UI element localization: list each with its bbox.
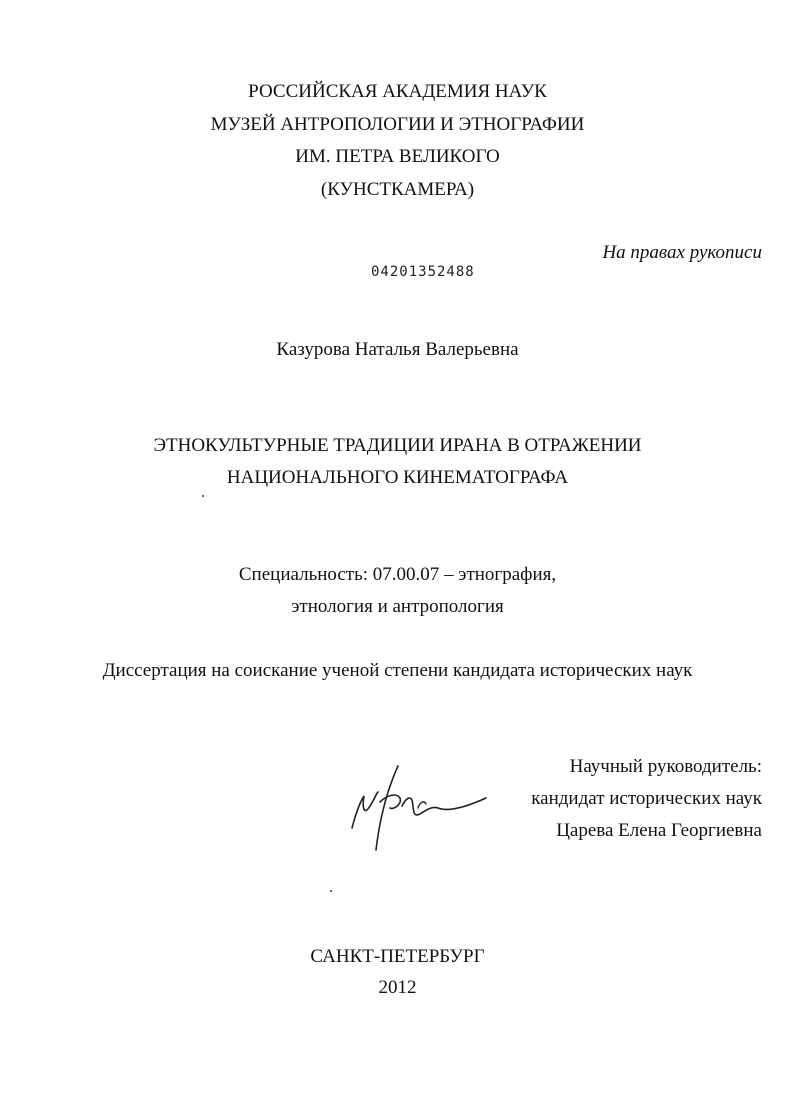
title-line-1: ЭТНОКУЛЬТУРНЫЕ ТРАДИЦИИ ИРАНА В ОТРАЖЕНИИ	[153, 435, 642, 456]
inventory-number: 04201352488	[371, 264, 475, 280]
title-line-2: НАЦИОНАЛЬНОГО КИНЕМАТОГРАФА	[226, 467, 569, 488]
scan-speck	[330, 890, 332, 892]
header-line-academy: РОССИЙСКАЯ АКАДЕМИЯ НАУК	[248, 81, 547, 102]
footer-city: САНКТ-ПЕТЕРБУРГ	[310, 946, 485, 967]
specialty-line-2: этнология и антропология	[291, 596, 504, 617]
author-name: Казурова Наталья Валерьевна	[276, 339, 519, 360]
handwritten-signature	[340, 758, 490, 858]
scan-speck	[202, 495, 204, 497]
specialty-line-1: Специальность: 07.00.07 – этнография,	[238, 564, 557, 585]
degree-statement: Диссертация на соискание ученой степени кандидата исторических наук	[102, 660, 693, 681]
header-line-kunstkamera: (КУНСТКАМЕРА)	[320, 179, 475, 200]
header-line-peter: ИМ. ПЕТРА ВЕЛИКОГО	[295, 146, 500, 167]
supervisor-name: Царева Елена Георгиевна	[556, 820, 762, 841]
manuscript-note: На правах рукописи	[602, 242, 762, 263]
supervisor-degree: кандидат исторических наук	[531, 788, 762, 809]
footer-year: 2012	[378, 977, 417, 998]
supervisor-label: Научный руководитель:	[569, 756, 762, 777]
header-line-museum: МУЗЕЙ АНТРОПОЛОГИИ И ЭТНОГРАФИИ	[210, 114, 585, 135]
